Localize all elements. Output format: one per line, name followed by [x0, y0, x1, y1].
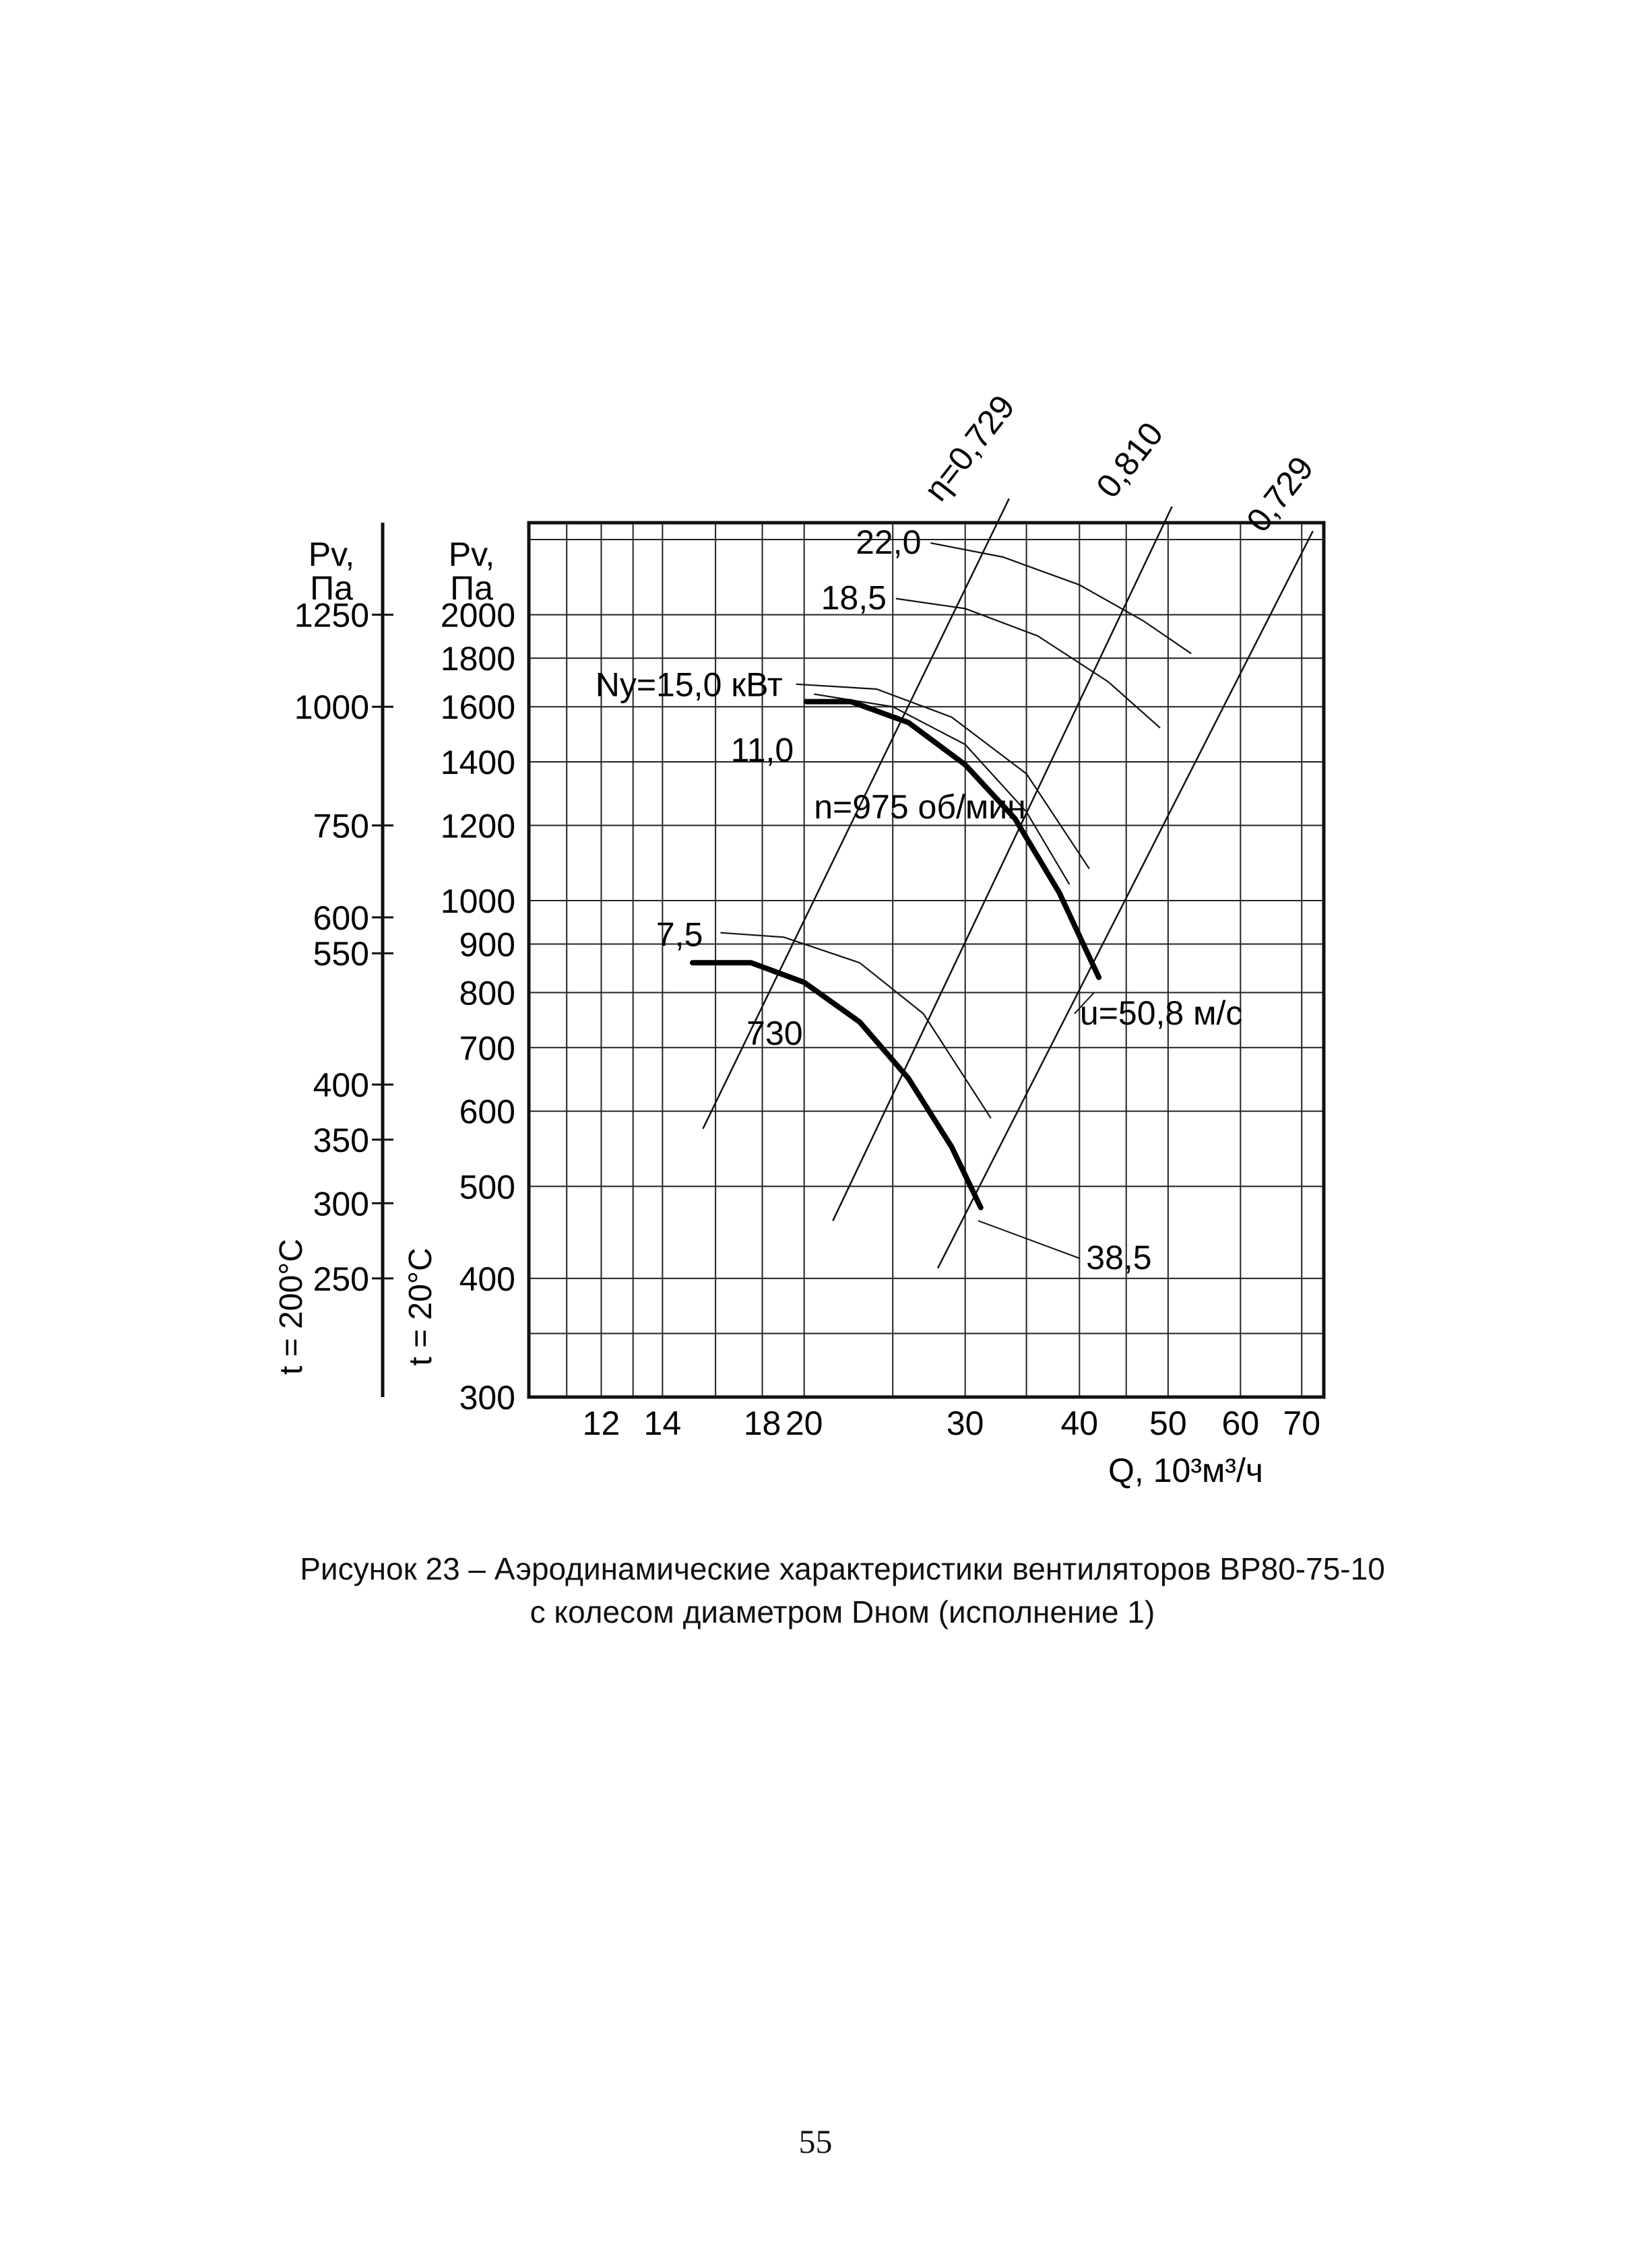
plot-frame [529, 523, 1324, 1397]
power-curve-label: 7,5 [655, 915, 703, 954]
efficiency-label: η=0,729 [916, 388, 1023, 509]
y-tick-label-20c: 600 [459, 1093, 515, 1131]
x-tick-label: 20 [785, 1404, 823, 1442]
y-axis-200c-unit: Па [310, 569, 353, 607]
efficiency-label: 0,729 [1239, 449, 1321, 540]
x-tick-label: 12 [582, 1404, 620, 1442]
y-tick-label-20c: 700 [459, 1029, 515, 1068]
pressure-curve-label: 730 [746, 1014, 803, 1052]
power-curve-label: 18,5 [821, 579, 887, 617]
figure-caption-line-1: Рисунок 23 – Аэродинамические характеристики вентиляторов ВР80-75-10 [300, 1551, 1385, 1586]
y-axis-20c-unit: Па [450, 569, 493, 607]
y-tick-label-20c: 1400 [440, 743, 515, 781]
y-axis-20c-label: Pv, [448, 536, 495, 573]
y-tick-label-200c: 300 [313, 1185, 369, 1223]
power-curve-label: Nу=15,0 кВт [595, 666, 783, 704]
pressure-curves [693, 702, 1099, 1208]
y-tick-label-200c: 250 [313, 1260, 369, 1298]
y-tick-label-200c: 1000 [294, 688, 369, 727]
x-tick-label: 30 [946, 1404, 984, 1442]
y-tick-label-200c: 400 [313, 1066, 369, 1105]
x-tick-label: 50 [1149, 1404, 1187, 1442]
power-curve-0 [930, 543, 1191, 653]
grid-lines [529, 523, 1324, 1397]
y-tick-label-20c: 2000 [440, 596, 515, 635]
figure-caption-line-2: с колесом диаметром Dном (исполнение 1) [530, 1594, 1155, 1629]
temperature-20c-label: t = 20°C [403, 1248, 439, 1366]
x-axis-label: Q, 10³м³/ч [1108, 1452, 1263, 1489]
y-tick-label-20c: 800 [459, 974, 515, 1012]
power-curve-1 [896, 599, 1160, 728]
x-tick-label: 60 [1221, 1404, 1260, 1442]
y-tick-label-20c: 400 [459, 1260, 515, 1298]
y-tick-label-20c: 500 [459, 1168, 515, 1206]
x-tick-label: 40 [1060, 1404, 1099, 1442]
annotation-leaders [978, 993, 1094, 1259]
y-tick-label-200c: 600 [313, 899, 369, 937]
x-tick-labels [583, 1404, 1320, 1442]
y-tick-label-20c: 1600 [440, 688, 515, 727]
y-tick-label-20c: 1800 [440, 640, 515, 678]
efficiency-label: 0,810 [1089, 415, 1171, 505]
page-number: 55 [798, 2123, 833, 2160]
annotation-leader-0 [978, 1221, 1079, 1258]
y-tick-label-20c: 900 [459, 926, 515, 964]
annotation-label: 38,5 [1086, 1239, 1152, 1277]
y-tick-label-20c: 1200 [440, 807, 515, 845]
x-tick-label: 18 [743, 1404, 781, 1442]
y-tick-label-20c: 300 [459, 1379, 515, 1417]
y-tick-label-20c: 1000 [440, 882, 515, 920]
y-tick-label-200c: 550 [313, 935, 369, 973]
y-tick-label-200c: 750 [313, 807, 369, 845]
y-tick-label-200c: 350 [313, 1121, 369, 1159]
power-curve-label: 22,0 [856, 523, 922, 562]
x-tick-label: 14 [643, 1404, 682, 1442]
pressure-curve-0 [806, 702, 1099, 977]
x-tick-label: 70 [1283, 1404, 1321, 1442]
temperature-200c-label: t = 200°C [274, 1239, 309, 1375]
annotation-label: u=50,8 м/с [1079, 994, 1243, 1032]
y-tick-label-200c: 1250 [294, 596, 369, 635]
power-curve-2 [796, 684, 1089, 869]
y-axis-200c-label: Pv, [308, 536, 355, 573]
power-curve-label: 11,0 [730, 731, 794, 769]
pressure-curve-label: n=975 об/мин [814, 788, 1026, 827]
efficiency-line-2 [938, 531, 1313, 1268]
